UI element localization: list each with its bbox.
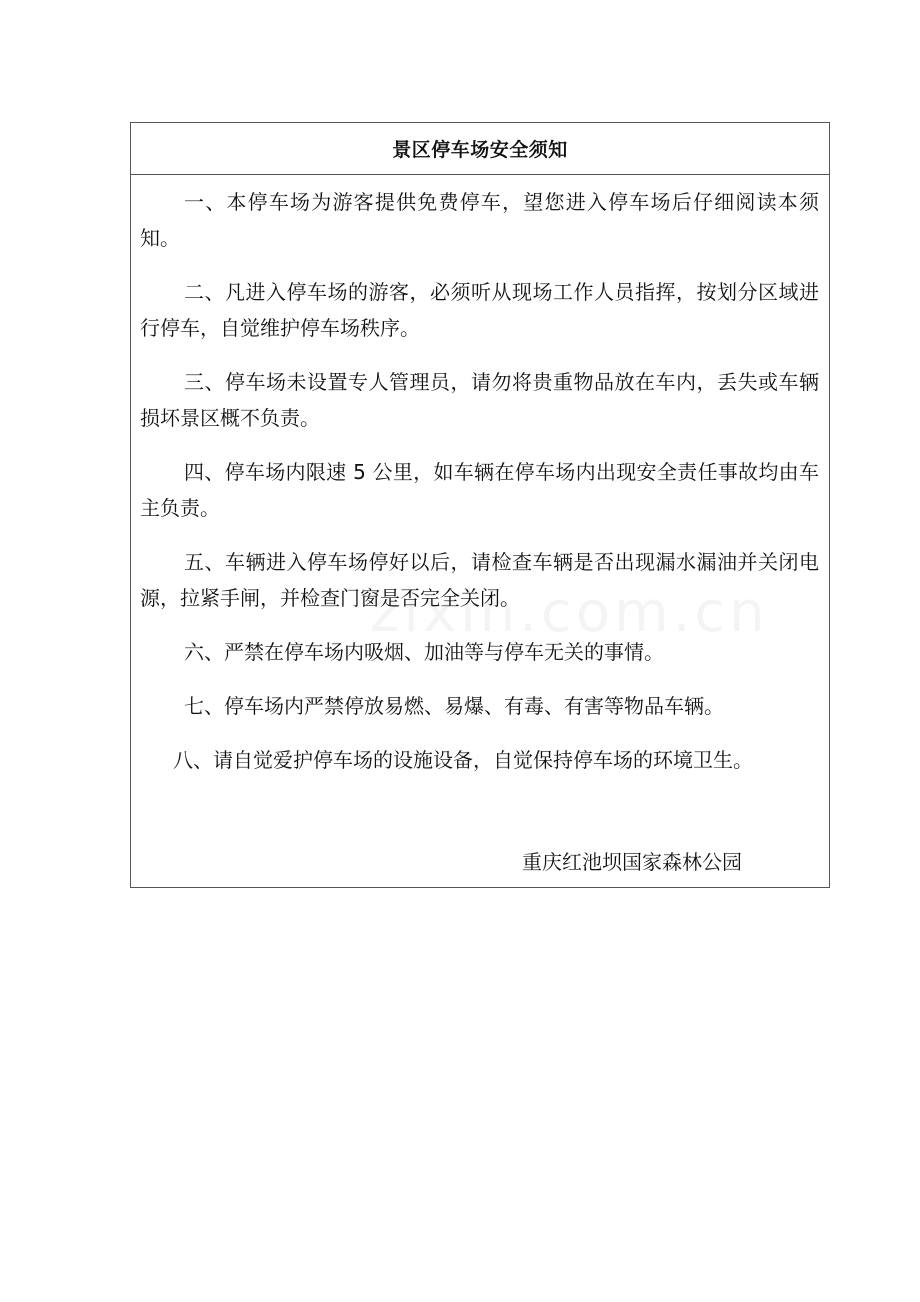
clause-2: 二、凡进入停车场的游客，必须听从现场工作人员指挥，按划分区域进行停车，自觉维护停车场秩序。 bbox=[140, 280, 819, 340]
clause-7: 七、停车场内严禁停放易燃、易爆、有毒、有害等物品车辆。 bbox=[184, 694, 724, 718]
title-cell bbox=[131, 123, 829, 175]
clause-8: 八、请自觉爱护停车场的设施设备，自觉保持停车场的环境卫生。 bbox=[173, 748, 753, 772]
notice-table bbox=[130, 122, 830, 888]
clause-3: 三、停车场未设置专人管理员，请勿将贵重物品放在车内，丢失或车辆损坏景区概不负责。 bbox=[140, 370, 819, 430]
clause-4: 四、停车场内限速 5 公里，如车辆在停车场内出现安全责任事故均由车主负责。 bbox=[140, 460, 819, 520]
clause-6: 六、严禁在停车场内吸烟、加油等与停车无关的事情。 bbox=[184, 640, 664, 664]
issuer-signature: 重庆红池坝国家森林公园 bbox=[522, 850, 742, 874]
clause-5: 五、车辆进入停车场停好以后，请检查车辆是否出现漏水漏油并关闭电源，拉紧手闸，并检查门窗是否完全关闭。 bbox=[140, 550, 819, 610]
document-title: 景区停车场安全须知 bbox=[392, 139, 568, 161]
clause-1: 一、本停车场为游客提供免费停车，望您进入停车场后仔细阅读本须知。 bbox=[140, 190, 819, 250]
body-cell bbox=[131, 175, 829, 874]
